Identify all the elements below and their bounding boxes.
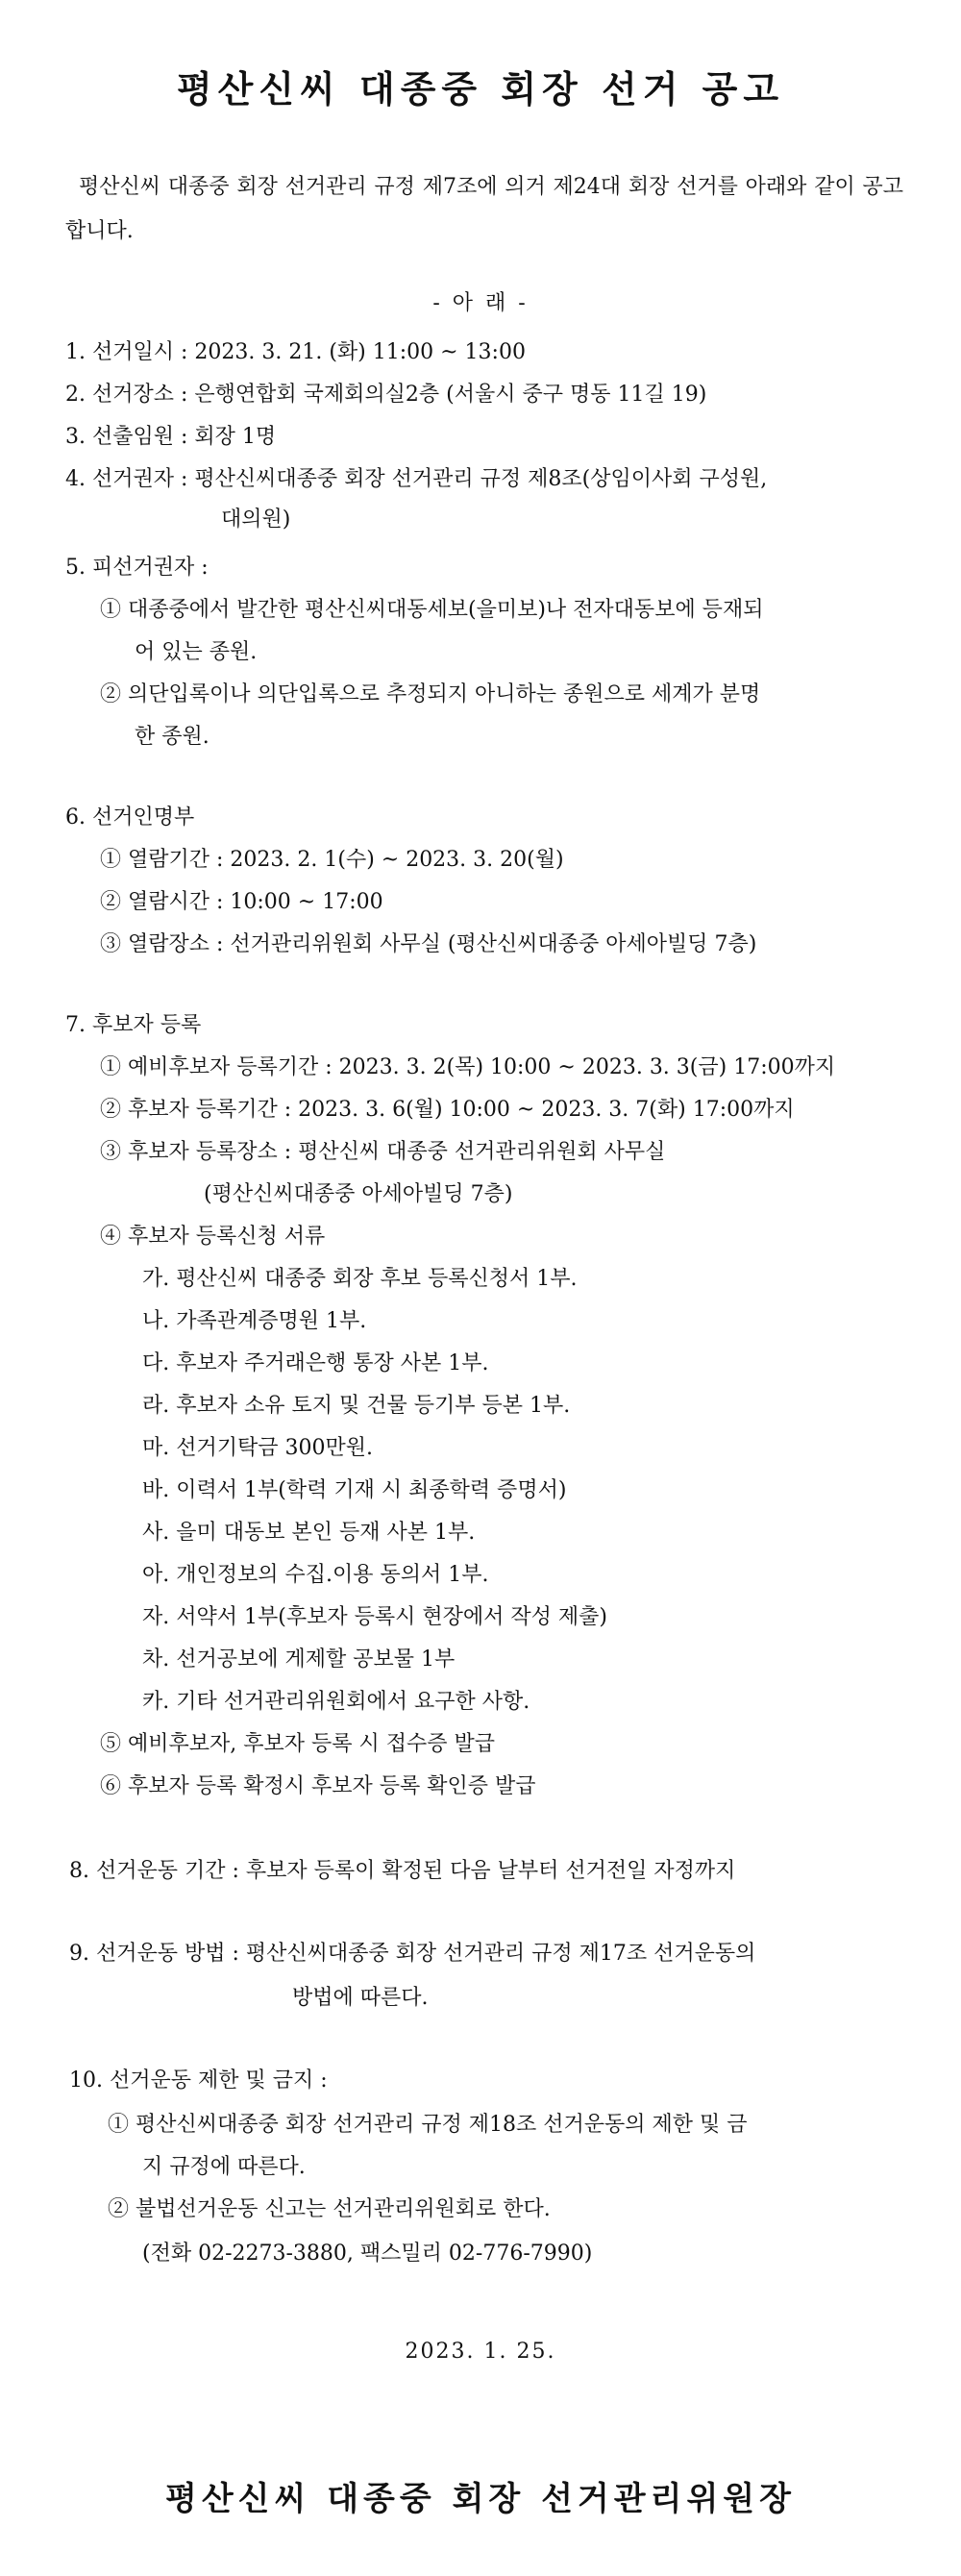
document-item: 자. 서약서 1부(후보자 등록시 현장에서 작성 제출) bbox=[142, 1605, 607, 1629]
item-campaign-period: 8. 선거운동 기간 : 후보자 등록이 확정된 다음 날부터 선거전일 자정까지 bbox=[69, 1859, 736, 1883]
eligible-condition-2: ② 의단입록이나 의단입록으로 추정되지 아니하는 종원으로 세계가 분명 bbox=[100, 682, 761, 706]
candidate-place-cont: (평산신씨대종중 아세아빌딩 7층) bbox=[204, 1182, 513, 1206]
item-eligible-candidates: 5. 피선거권자 : bbox=[65, 556, 209, 580]
contact-info: (전화 02-2273-3880, 팩스밀리 02-776-7990) bbox=[142, 2242, 593, 2266]
eligible-condition-2-cont: 한 종원. bbox=[135, 725, 209, 749]
item-campaign-method: 9. 선거운동 방법 : 평산신씨대종중 회장 선거관리 규정 제17조 선거운동의 bbox=[69, 1942, 756, 1966]
intro-paragraph: 평산신씨 대종중 회장 선거관리 규정 제7조에 의거 제24대 회장 선거를 아래와 같이 공고합니다. bbox=[65, 175, 903, 243]
voter-roll-place: ③ 열람장소 : 선거관리위원회 사무실 (평산신씨대종중 아세아빌딩 7층) bbox=[100, 932, 757, 956]
notice-date: 2023. 1. 25. bbox=[405, 2340, 556, 2364]
confirmation-issuance: ⑥ 후보자 등록 확정시 후보자 등록 확인증 발급 bbox=[100, 1774, 536, 1798]
item-election-date: 1. 선거일시 : 2023. 3. 21. (화) 11:00 ~ 13:00 bbox=[65, 340, 526, 364]
document-item: 다. 후보자 주거래은행 통장 사본 1부. bbox=[142, 1351, 489, 1375]
document-item: 가. 평산신씨 대종중 회장 후보 등록신청서 1부. bbox=[142, 1267, 578, 1291]
receipt-issuance: ⑤ 예비후보자, 후보자 등록 시 접수증 발급 bbox=[100, 1732, 495, 1756]
pre-candidate-period: ① 예비후보자 등록기간 : 2023. 3. 2(목) 10:00 ~ 2023. 3. 3(금) 17:00까지 bbox=[100, 1055, 836, 1079]
restriction-1: ① 평산신씨대종중 회장 선거관리 규정 제18조 선거운동의 제한 및 금 bbox=[108, 2113, 748, 2137]
restriction-2: ② 불법선거운동 신고는 선거관리위원회로 한다. bbox=[108, 2197, 551, 2221]
item-voters: 4. 선거권자 : 평산신씨대종중 회장 선거관리 규정 제8조(상임이사회 구성원, bbox=[65, 467, 768, 491]
notice-title: 평산신씨 대종중 회장 선거 공고 bbox=[176, 68, 785, 111]
item-elected-officer: 3. 선출임원 : 회장 1명 bbox=[65, 425, 277, 449]
eligible-condition-1: ① 대종중에서 발간한 평산신씨대동세보(을미보)나 전자대동보에 등재되 bbox=[100, 598, 764, 622]
eligible-condition-1-cont: 어 있는 종원. bbox=[135, 640, 258, 664]
item-campaign-method-cont: 방법에 따른다. bbox=[292, 1986, 429, 2010]
voter-roll-hours: ② 열람시간 : 10:00 ~ 17:00 bbox=[100, 890, 383, 914]
restriction-1-cont: 지 규정에 따른다. bbox=[142, 2155, 306, 2179]
item-election-place: 2. 선거장소 : 은행연합회 국제회의실2층 (서울시 중구 명동 11길 19) bbox=[65, 383, 707, 407]
item-voters-cont: 대의원) bbox=[221, 508, 291, 532]
document-item: 바. 이력서 1부(학력 기재 시 최종학력 증명서) bbox=[142, 1478, 567, 1502]
candidate-period: ② 후보자 등록기간 : 2023. 3. 6(월) 10:00 ~ 2023. 3. 7(화) 17:00까지 bbox=[100, 1098, 795, 1122]
section-heading: - 아 래 - bbox=[432, 291, 529, 315]
document-item: 아. 개인정보의 수집.이용 동의서 1부. bbox=[142, 1563, 489, 1587]
registration-documents: ④ 후보자 등록신청 서류 bbox=[100, 1225, 326, 1249]
candidate-place: ③ 후보자 등록장소 : 평산신씨 대종중 선거관리위원회 사무실 bbox=[100, 1140, 666, 1164]
item-voter-roll: 6. 선거인명부 bbox=[65, 805, 195, 830]
document-item: 나. 가족관계증명원 1부. bbox=[142, 1309, 367, 1333]
issuer-signature: 평산신씨 대종중 회장 선거관리위원장 bbox=[164, 2480, 796, 2518]
voter-roll-period: ① 열람기간 : 2023. 2. 1(수) ~ 2023. 3. 20(월) bbox=[100, 848, 564, 872]
document-item: 마. 선거기탁금 300만원. bbox=[142, 1436, 373, 1460]
item-candidate-registration: 7. 후보자 등록 bbox=[65, 1013, 202, 1037]
document-item: 차. 선거공보에 게제할 공보물 1부 bbox=[142, 1647, 456, 1672]
document-item: 사. 을미 대동보 본인 등재 사본 1부. bbox=[142, 1521, 476, 1545]
item-campaign-restrictions: 10. 선거운동 제한 및 금지 : bbox=[69, 2068, 328, 2093]
document-item: 라. 후보자 소유 토지 및 건물 등기부 등본 1부. bbox=[142, 1394, 571, 1418]
document-item: 카. 기타 선거관리위원회에서 요구한 사항. bbox=[142, 1690, 530, 1714]
